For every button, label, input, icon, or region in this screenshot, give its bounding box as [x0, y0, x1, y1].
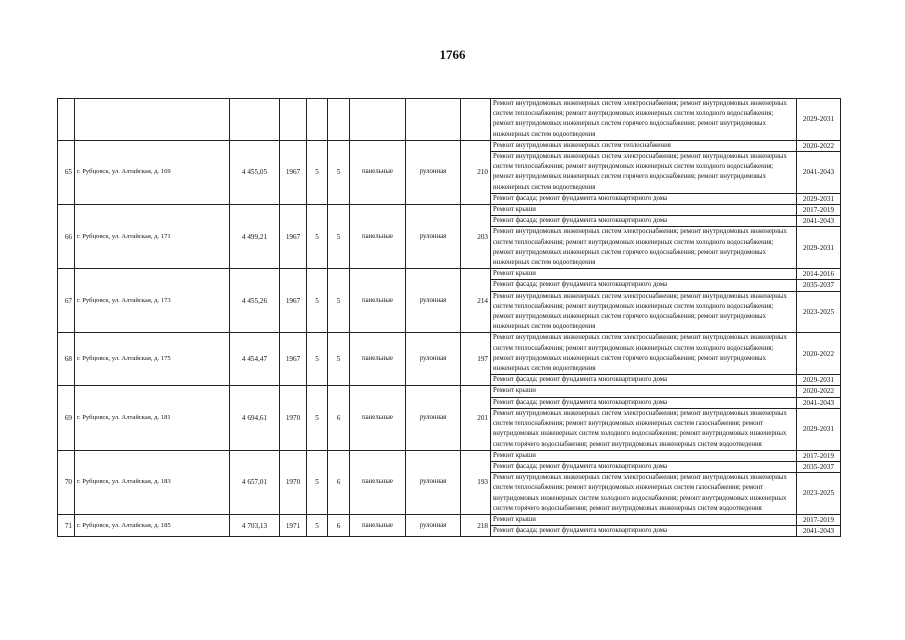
row-number-cell: 70: [58, 450, 75, 514]
table-body: [58, 99, 841, 537]
wall-material-cell: панельные: [350, 333, 406, 386]
work-type-cell: Ремонт фасада; ремонт фундамента многоквартирного дома: [491, 280, 797, 291]
work-type-cell: Ремонт фасада; ремонт фундамента многоквартирного дома: [491, 193, 797, 204]
table-row: [58, 386, 841, 397]
work-type-cell: Ремонт внутридомовых инженерных систем электроснабжения; ремонт внутридомовых инженерных систем теплоснабжения; ремонт внутридомовых инженерных систем холодного водоснабжения; ремонт внутридомовых инженерных систем горячего водоснабжения; ремонт внутридомовых инженерных систем водоотведения: [491, 99, 797, 141]
entrances-cell: 6: [328, 514, 350, 536]
wall-material-cell: панельные: [350, 386, 406, 450]
table-row: [58, 205, 841, 216]
address-cell: г. Рубцовск, ул. Алтайская, д. 183: [75, 450, 230, 514]
work-type-cell: Ремонт крыши: [491, 269, 797, 280]
empty-cell: [280, 99, 307, 141]
table-row: [58, 140, 841, 151]
roof-type-cell: рулонная: [406, 269, 461, 333]
entrances-cell: 6: [328, 386, 350, 450]
area-cell: 4 499,21: [230, 205, 280, 269]
address-cell: г. Рубцовск, ул. Алтайская, д. 175: [75, 333, 230, 386]
row-number-cell: 68: [58, 333, 75, 386]
entrances-cell: 5: [328, 269, 350, 333]
area-cell: 4 694,61: [230, 386, 280, 450]
year-built-cell: 1971: [280, 514, 307, 536]
empty-cell: [406, 99, 461, 141]
address-cell: г. Рубцовск, ул. Алтайская, д. 181: [75, 386, 230, 450]
empty-cell: [328, 99, 350, 141]
work-type-cell: Ремонт фасада; ремонт фундамента многоквартирного дома: [491, 375, 797, 386]
row-number-cell: 65: [58, 140, 75, 204]
empty-cell: [75, 99, 230, 141]
period-cell: 2020-2022: [797, 333, 841, 375]
work-type-cell: Ремонт фасада; ремонт фундамента многоквартирного дома: [491, 526, 797, 537]
period-cell: 2035-2037: [797, 280, 841, 291]
period-cell: 2029-2031: [797, 99, 841, 141]
floors-cell: 5: [307, 269, 328, 333]
area-cell: 4 703,13: [230, 514, 280, 536]
work-type-cell: Ремонт фасада; ремонт фундамента многоквартирного дома: [491, 216, 797, 227]
address-cell: г. Рубцовск, ул. Алтайская, д. 173: [75, 269, 230, 333]
apartments-cell: 210: [461, 140, 491, 204]
period-cell: 2029-2031: [797, 408, 841, 450]
entrances-cell: 5: [328, 205, 350, 269]
period-cell: 2023-2025: [797, 473, 841, 515]
roof-type-cell: рулонная: [406, 140, 461, 204]
entrances-cell: 6: [328, 450, 350, 514]
work-type-cell: Ремонт внутридомовых инженерных систем теплоснабжения: [491, 140, 797, 151]
area-cell: 4 455,05: [230, 140, 280, 204]
apartments-cell: 193: [461, 450, 491, 514]
floors-cell: 5: [307, 140, 328, 204]
area-cell: 4 454,47: [230, 333, 280, 386]
work-type-cell: Ремонт крыши: [491, 205, 797, 216]
year-built-cell: 1967: [280, 269, 307, 333]
row-number-cell: 71: [58, 514, 75, 536]
work-type-cell: Ремонт внутридомовых инженерных систем электроснабжения; ремонт внутридомовых инженерных систем теплоснабжения; ремонт внутридомовых инженерных систем газоснабжения; ремонт внутридомовых инженерных систем холодного водоснабжения; ремонт внутридомовых инженерных систем горячего водоснабжения; ремонт внутридомовых инженерных систем водоотведения: [491, 473, 797, 515]
row-number-cell: 69: [58, 386, 75, 450]
entrances-cell: 5: [328, 333, 350, 386]
apartments-cell: 203: [461, 205, 491, 269]
row-number-cell: 67: [58, 269, 75, 333]
year-built-cell: 1967: [280, 140, 307, 204]
period-cell: 2029-2031: [797, 375, 841, 386]
work-type-cell: Ремонт крыши: [491, 386, 797, 397]
work-type-cell: Ремонт внутридомовых инженерных систем электроснабжения; ремонт внутридомовых инженерных систем теплоснабжения; ремонт внутридомовых инженерных систем холодного водоснабжения; ремонт внутридомовых инженерных систем горячего водоснабжения; ремонт внутридомовых инженерных систем водоотведения: [491, 291, 797, 333]
empty-cell: [230, 99, 280, 141]
wall-material-cell: панельные: [350, 205, 406, 269]
empty-cell: [350, 99, 406, 141]
floors-cell: 5: [307, 386, 328, 450]
table-row: [58, 450, 841, 461]
table-row: [58, 99, 841, 141]
table-row: [58, 514, 841, 525]
work-type-cell: Ремонт внутридомовых инженерных систем электроснабжения; ремонт внутридомовых инженерных систем теплоснабжения; ремонт внутридомовых инженерных систем газоснабжения; ремонт внутридомовых инженерных систем холодного водоснабжения; ремонт внутридомовых инженерных систем горячего водоснабжения; ремонт внутридомовых инженерных систем водоотведения: [491, 408, 797, 450]
apartments-cell: 214: [461, 269, 491, 333]
floors-cell: 5: [307, 333, 328, 386]
work-type-cell: Ремонт внутридомовых инженерных систем электроснабжения; ремонт внутридомовых инженерных систем теплоснабжения; ремонт внутридомовых инженерных систем холодного водоснабжения; ремонт внутридомовых инженерных систем горячего водоснабжения; ремонт внутридомовых инженерных систем водоотведения: [491, 227, 797, 269]
entrances-cell: 5: [328, 140, 350, 204]
period-cell: 2017-2019: [797, 205, 841, 216]
period-cell: 2029-2031: [797, 193, 841, 204]
work-type-cell: Ремонт крыши: [491, 450, 797, 461]
apartments-cell: 197: [461, 333, 491, 386]
period-cell: 2023-2025: [797, 291, 841, 333]
floors-cell: 5: [307, 450, 328, 514]
year-built-cell: 1970: [280, 450, 307, 514]
period-cell: 2041-2043: [797, 526, 841, 537]
period-cell: 2020-2022: [797, 140, 841, 151]
period-cell: 2020-2022: [797, 386, 841, 397]
address-cell: г. Рубцовск, ул. Алтайская, д. 185: [75, 514, 230, 536]
address-cell: г. Рубцовск, ул. Алтайская, д. 169: [75, 140, 230, 204]
empty-cell: [58, 99, 75, 141]
area-cell: 4 455,26: [230, 269, 280, 333]
address-cell: г. Рубцовск, ул. Алтайская, д. 171: [75, 205, 230, 269]
work-type-cell: Ремонт фасада; ремонт фундамента многоквартирного дома: [491, 461, 797, 472]
wall-material-cell: панельные: [350, 269, 406, 333]
period-cell: 2041-2043: [797, 152, 841, 194]
period-cell: 2035-2037: [797, 461, 841, 472]
capital-repair-table: [57, 98, 841, 537]
row-number-cell: 66: [58, 205, 75, 269]
apartments-cell: 218: [461, 514, 491, 536]
roof-type-cell: рулонная: [406, 514, 461, 536]
roof-type-cell: рулонная: [406, 450, 461, 514]
empty-cell: [307, 99, 328, 141]
wall-material-cell: панельные: [350, 450, 406, 514]
roof-type-cell: рулонная: [406, 205, 461, 269]
period-cell: 2029-2031: [797, 227, 841, 269]
table-row: [58, 333, 841, 375]
table-row: [58, 269, 841, 280]
year-built-cell: 1967: [280, 205, 307, 269]
apartments-cell: 201: [461, 386, 491, 450]
work-type-cell: Ремонт крыши: [491, 514, 797, 525]
roof-type-cell: рулонная: [406, 333, 461, 386]
period-cell: 2041-2043: [797, 216, 841, 227]
area-cell: 4 657,01: [230, 450, 280, 514]
work-type-cell: Ремонт фасада; ремонт фундамента многоквартирного дома: [491, 397, 797, 408]
period-cell: 2017-2019: [797, 514, 841, 525]
floors-cell: 5: [307, 205, 328, 269]
wall-material-cell: панельные: [350, 514, 406, 536]
year-built-cell: 1970: [280, 386, 307, 450]
floors-cell: 5: [307, 514, 328, 536]
empty-cell: [461, 99, 491, 141]
year-built-cell: 1967: [280, 333, 307, 386]
work-type-cell: Ремонт внутридомовых инженерных систем электроснабжения; ремонт внутридомовых инженерных систем теплоснабжения; ремонт внутридомовых инженерных систем холодного водоснабжения; ремонт внутридомовых инженерных систем горячего водоснабжения; ремонт внутридомовых инженерных систем водоотведения: [491, 152, 797, 194]
roof-type-cell: рулонная: [406, 386, 461, 450]
period-cell: 2041-2043: [797, 397, 841, 408]
page-number: 1766: [439, 47, 466, 62]
wall-material-cell: панельные: [350, 140, 406, 204]
work-type-cell: Ремонт внутридомовых инженерных систем электроснабжения; ремонт внутридомовых инженерных систем теплоснабжения; ремонт внутридомовых инженерных систем холодного водоснабжения; ремонт внутридомовых инженерных систем горячего водоснабжения; ремонт внутридомовых инженерных систем водоотведения: [491, 333, 797, 375]
period-cell: 2017-2019: [797, 450, 841, 461]
period-cell: 2014-2016: [797, 269, 841, 280]
